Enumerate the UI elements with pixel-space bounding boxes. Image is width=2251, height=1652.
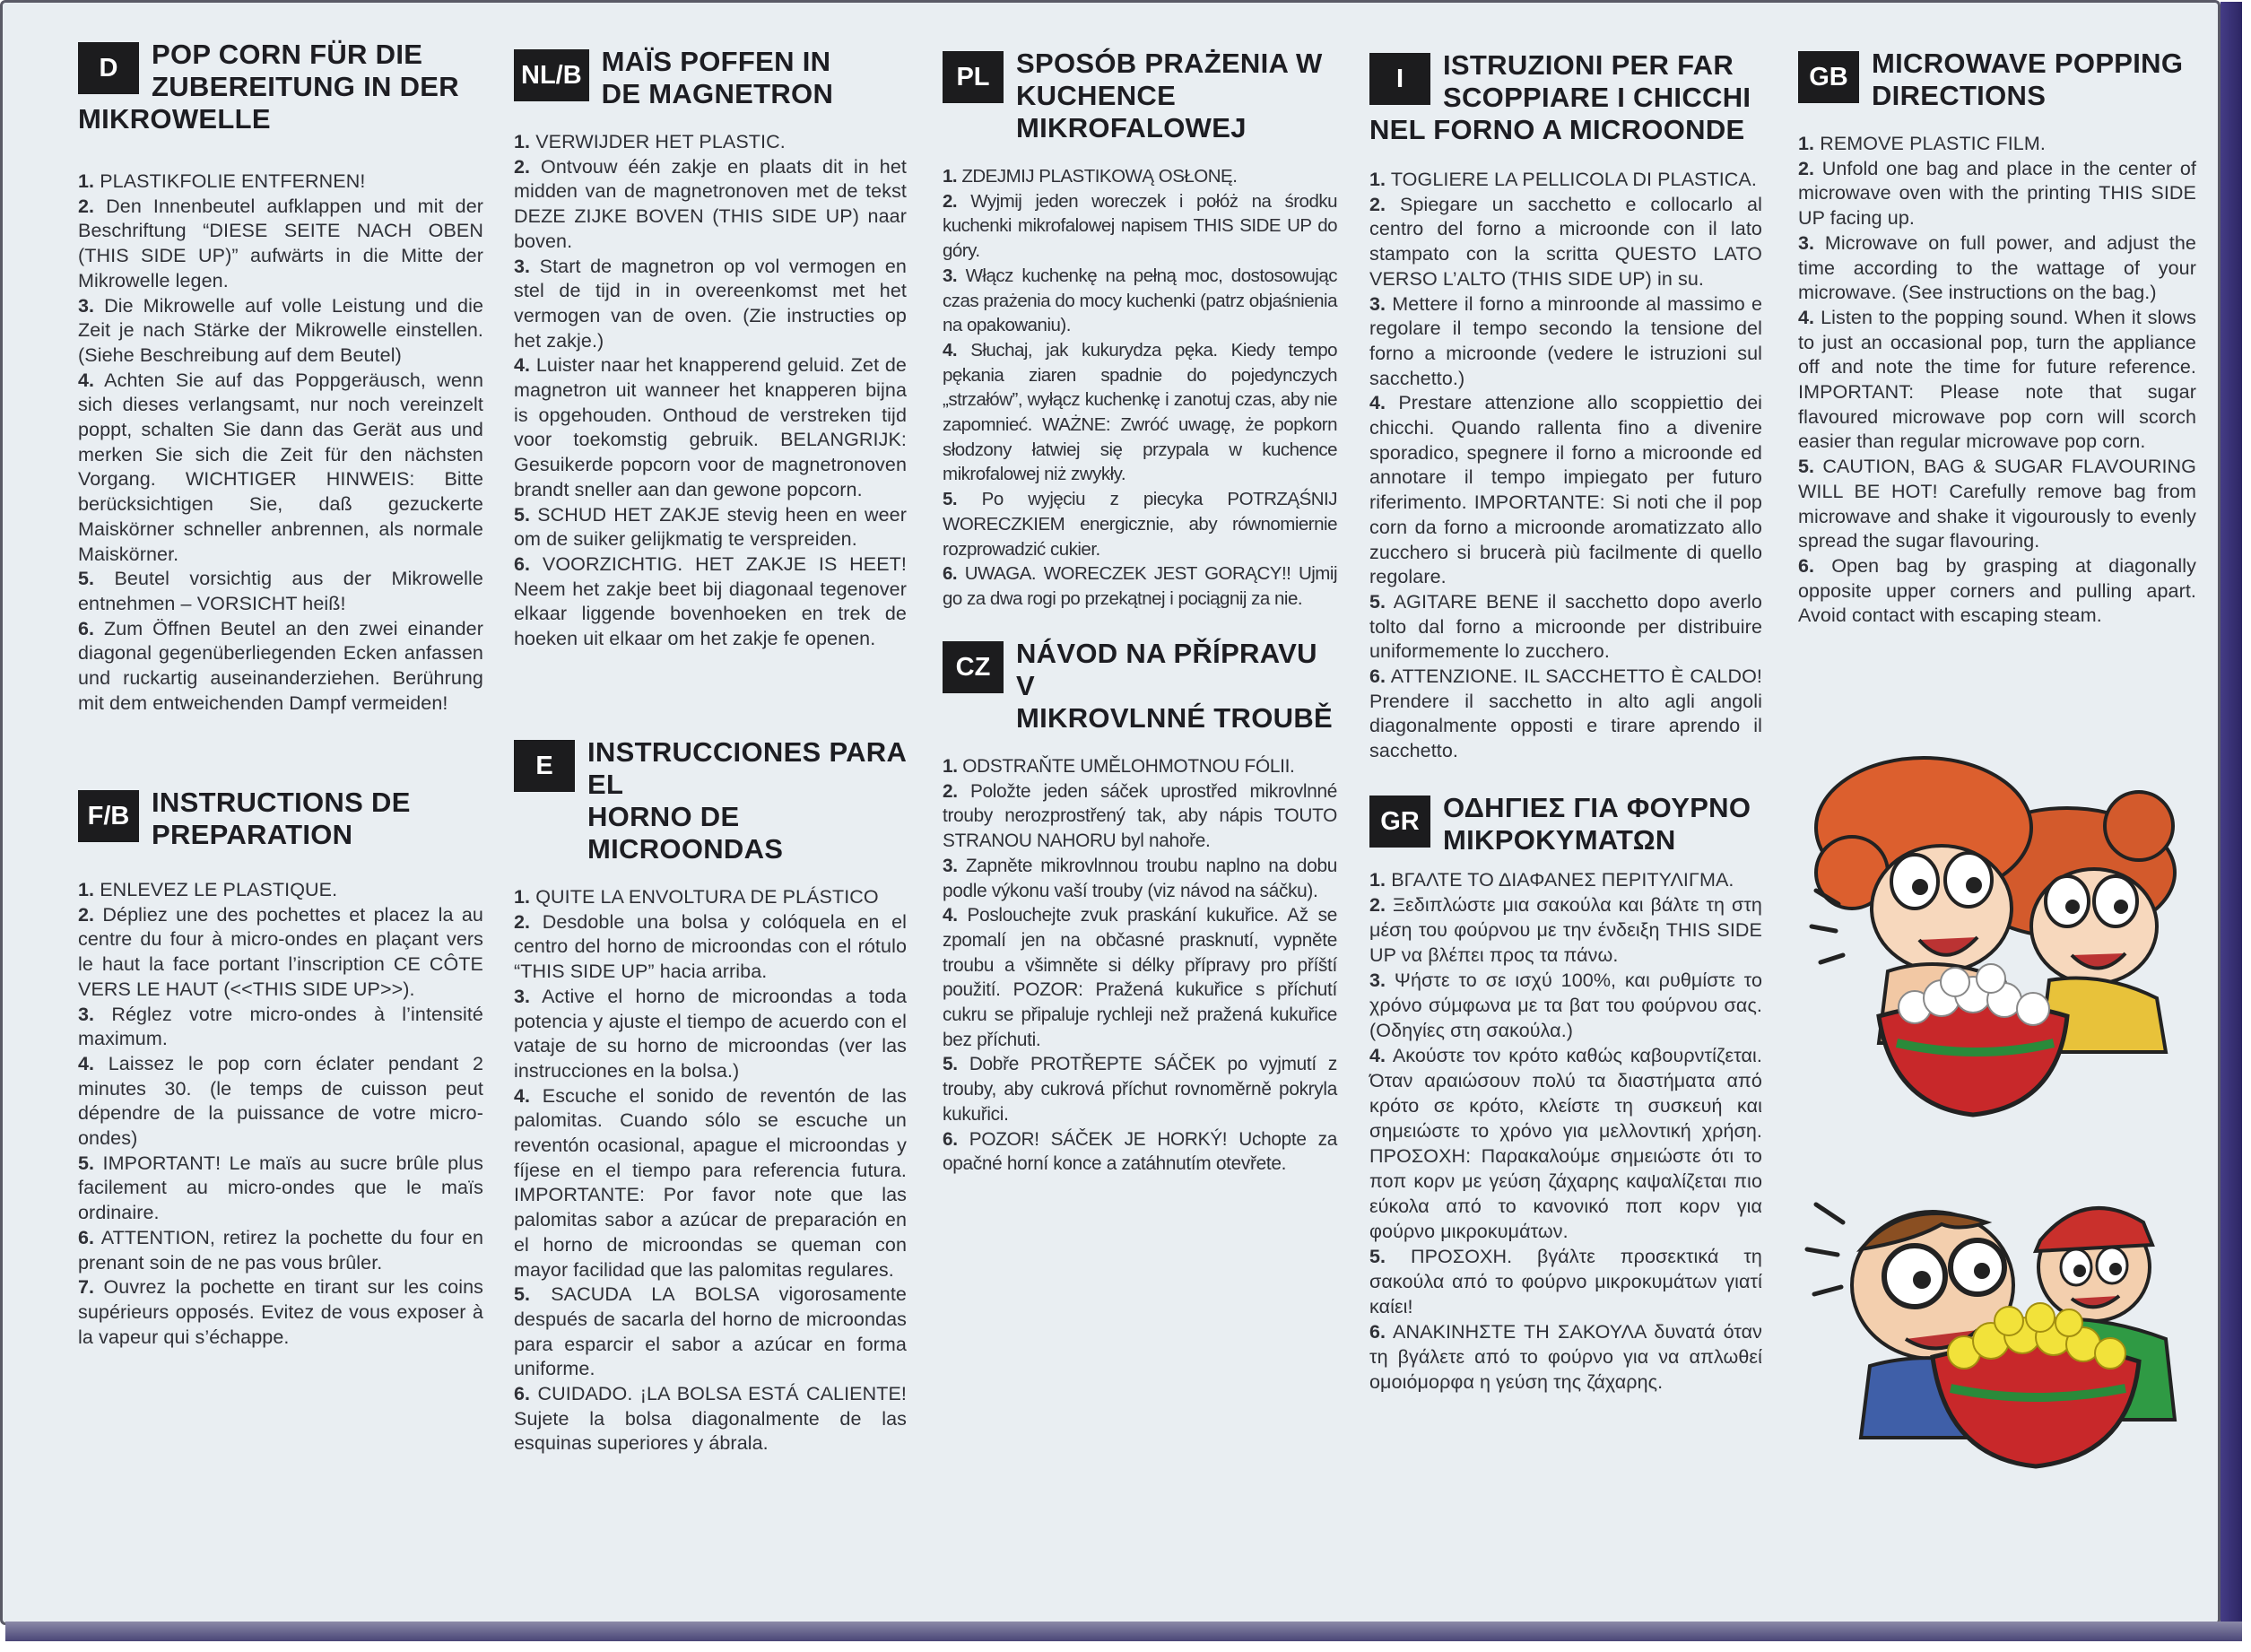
step-number: 1.	[78, 879, 95, 900]
step-number: 3.	[514, 985, 531, 1007]
step-text: Dobře PROTŘEPTE SÁČEK po vyjmutí z trouby, aby cukrová příchut rovnoměrně pokryla kukuřici.	[943, 1054, 1338, 1125]
step-number: 5.	[1369, 1246, 1386, 1267]
step-number: 3.	[1369, 292, 1386, 315]
instruction-step	[514, 255, 907, 354]
step-text: ENLEVEZ LE PLASTIQUE.	[100, 879, 338, 900]
step-number: 1.	[1798, 133, 1815, 154]
step-number: 4.	[514, 1084, 531, 1107]
instruction-step	[943, 779, 1337, 854]
instruction-step	[1369, 1244, 1762, 1319]
step-number: 1.	[943, 166, 958, 187]
step-text: Die Mikrowelle auf volle Leistung und die Zeit je nach Stärke der Mikrowelle einstellen. (Siehe Beschreibung auf dem Beutel)	[78, 294, 484, 366]
section-greek	[1369, 792, 1762, 1395]
step-text: Achten Sie auf das Poppgeräusch, wenn sich dieses verlangsamt, nur noch vereinzelt poppt, schalten Sie dann das Gerät aus und merken Sie sich die Zeit für den nächsten Vorgang. WICHTIGER HINWEIS: Bitte berücksichtigen Sie, daß gezuckerte Maiskörner schneller anbrennen, als normale Maiskörner.	[78, 369, 483, 565]
instructions-list	[514, 130, 907, 652]
instruction-step	[1798, 231, 2196, 306]
step-text: VERWIJDER HET PLASTIC.	[535, 131, 786, 152]
step-text: Réglez votre micro-ondes à l’intensité maximum.	[78, 1003, 483, 1050]
step-number: 2.	[1798, 157, 1815, 179]
step-number: 4.	[514, 354, 531, 377]
section-title: MAÏS POFFEN IN DE MAGNETRON	[601, 46, 834, 109]
step-text: IMPORTANT! Le maïs au sucre brûle plus facilement au micro-ondes que le maïs ordinaire.	[78, 1152, 483, 1224]
step-text: Položte jeden sáček uprostřed mikrovlnné trouby nerozprostřený tak, aby nápis TOUTO STRANOU NAHORU byl nahoře.	[943, 780, 1337, 852]
instruction-step	[78, 1226, 483, 1275]
step-number: 6.	[1798, 554, 1815, 577]
step-number: 2.	[78, 195, 95, 217]
instruction-step	[943, 164, 1337, 189]
step-number: 6.	[514, 1383, 531, 1405]
step-text: PLASTIKFOLIE ENTFERNEN!	[100, 170, 366, 192]
instruction-step	[943, 903, 1337, 1052]
instructions-list	[1369, 168, 1762, 764]
instruction-step	[943, 189, 1337, 264]
step-number: 1.	[78, 170, 95, 192]
box-side-edge	[2221, 2, 2242, 1639]
instruction-step	[1798, 455, 2196, 554]
instruction-step	[514, 353, 907, 502]
step-text: Ψήστε το σε ισχύ 100%, και ρυθμίστε το χρόνο σύμφωνα με τα βατ του φούρνου σας. (Οδηγίες στη σακούλα.)	[1369, 969, 1763, 1041]
instruction-step	[1369, 193, 1762, 292]
step-text: Zapněte mikrovlnnou troubu naplno na dobu podle výkonu vaší trouby (viz návod na sáčku).	[943, 855, 1337, 901]
step-text: Ακούστε τον κρότο καθώς καβουρντίζεται. Όταν αραιώσουν πολύ τα διαστήματα από κρότο σε κρότο, κλείστε τη συσκευή και σημειώστε το χρόνο για μελλοντική χρήση. ΠΡΟΣΟΧΗ: Παρακαλούμε σημειώστε ότι το ποπ κορν με γεύση ζάχαρης καψαλίζεται πιο εύκολα από το κανονικό ποπ κορν για φούρνο μικροκυμάτων.	[1369, 1045, 1762, 1242]
instructions-list	[78, 878, 483, 1350]
instruction-step	[514, 552, 907, 652]
language-badge: F/B	[78, 790, 139, 842]
step-text: UWAGA. WORECZEK JEST GORĄCY!! Ujmij go za dwa rogi po przekątnej i pociągnij za nie.	[943, 563, 1337, 609]
step-number: 1.	[1369, 169, 1386, 190]
instruction-step	[943, 1127, 1337, 1177]
step-number: 6.	[1369, 1321, 1386, 1343]
step-number: 2.	[943, 780, 958, 802]
instruction-step	[78, 878, 483, 903]
section-title: ISTRUZIONI PER FAR SCOPPIARE I CHICCHI	[1443, 49, 1751, 113]
section-czech	[943, 638, 1337, 1177]
step-number: 6.	[943, 563, 958, 585]
instruction-step	[78, 369, 483, 568]
step-text: REMOVE PLASTIC FILM.	[1820, 133, 2046, 154]
instructions-list	[78, 170, 483, 716]
step-number: 2.	[1369, 193, 1386, 215]
step-text: Listen to the popping sound. When it slows to just an occasional pop, turn the appliance off and note the time for future reference. IMPORTANT: Please note that sugar flavoured microwave pop corn will scorch easier than regular microwave pop corn.	[1798, 306, 2197, 453]
section-spanish	[514, 736, 907, 1456]
step-text: Start de magnetron op vol vermogen en stel de tijd in in overeenkomst met het vermogen van de oven. (Zie instructies op het zakje.)	[514, 255, 907, 352]
section-dutch	[514, 46, 907, 652]
box-bottom-edge	[5, 1622, 2242, 1641]
instruction-step	[514, 1282, 907, 1382]
instruction-step	[1369, 892, 1762, 968]
step-text: QUITE LA ENVOLTURA DE PLÁSTICO	[535, 886, 879, 908]
step-number: 5.	[514, 503, 531, 526]
instruction-step	[943, 754, 1337, 779]
step-text: Desdoble una bolsa y colóquela en el centro del horno de microondas con el rótulo “THIS SIDE UP” hacia arriba.	[514, 910, 908, 983]
step-number: 4.	[1369, 392, 1386, 414]
instruction-step	[1369, 867, 1762, 892]
instructions-list	[1798, 132, 2196, 629]
step-number: 6.	[514, 552, 531, 575]
step-text: ΠΡΟΣΟΧΗ. βγάλτε προσεκτικά τη σακούλα από το φούρνο μικροκυμάτων γιατί καίει!	[1369, 1246, 1762, 1317]
step-number: 4.	[1798, 306, 1815, 328]
step-number: 3.	[514, 255, 531, 277]
instruction-step	[514, 985, 907, 1084]
instruction-step	[943, 487, 1337, 561]
section-italian	[1369, 49, 1762, 764]
instruction-step	[1369, 590, 1762, 665]
instruction-step	[78, 170, 483, 195]
step-number: 5.	[943, 1054, 958, 1075]
step-number: 3.	[78, 1003, 95, 1025]
instruction-step	[78, 1152, 483, 1226]
step-text: ΒΓΑΛΤΕ ΤΟ ΔΙΑΦΑΝΕΣ ΠΕΡΙΤΥΛΙΓΜΑ.	[1391, 869, 1734, 891]
step-number: 4.	[1369, 1045, 1386, 1066]
step-text: SCHUD HET ZAKJE stevig heen en weer om de suiker gelijkmatig te verspreiden.	[514, 503, 908, 551]
instruction-step	[514, 910, 907, 985]
step-text: Luister naar het knapperend geluid. Zet de magnetron uit wanneer het knapperen bijna is opgehouden. Onthoud de verstreken tijd voor toekomstig gebruik. BELANGRIJK: Gesuikerde popcorn voor de magnetronoven brandt sneller aan dan gewone popcorn.	[514, 354, 907, 500]
section-title: INSTRUCTIONS DE PREPARATION	[152, 787, 411, 850]
section-title: SPOSÓB PRAŻENIA W KUCHENCE MIKROFALOWEJ	[1016, 48, 1323, 143]
step-text: VOORZICHTIG. HET ZAKJE IS HEET! Neem het zakje beet bij diagonaal tegenover elkaar liggende bovenhoeken en trek de hoeken uit elkaar om het zakje fe openen.	[514, 552, 907, 650]
instruction-step	[78, 195, 483, 294]
language-badge: I	[1369, 53, 1430, 105]
step-number: 2.	[514, 155, 531, 178]
boys-with-popcorn-illustration	[1798, 1169, 2220, 1491]
language-badge: NL/B	[514, 49, 589, 101]
step-number: 4.	[943, 905, 958, 926]
step-text: POZOR! SÁČEK JE HORKÝ! Uchopte za opačné horní konce a zatáhnutím otevřete.	[943, 1128, 1337, 1175]
section-french	[78, 787, 483, 1350]
language-badge: PL	[943, 51, 1004, 103]
step-number: 5.	[78, 568, 95, 590]
step-number: 2.	[78, 903, 95, 926]
step-text: Mettere il forno a minroonde al massimo e regolare il tempo secondo la tensione del forno a microonde (vedere le istruzioni sul sacchetto.)	[1369, 292, 1763, 389]
step-number: 5.	[1798, 456, 1815, 478]
step-number: 4.	[943, 339, 958, 361]
step-number: 6.	[943, 1128, 958, 1150]
section-title: MICROWAVE POPPING DIRECTIONS	[1872, 48, 2184, 111]
instruction-step	[78, 1003, 483, 1052]
instructions-list	[943, 754, 1337, 1177]
step-text: Microwave on full power, and adjust the time according to the wattage of your microwave. (See instructions on the bag.)	[1798, 231, 2196, 304]
step-text: ATTENZIONE. IL SACCHETTO È CALDO! Prendere il sacchetto in alto agli angoli diagonalmente opposti e tirare aprendo il sacchetto.	[1369, 665, 1762, 762]
instruction-step	[514, 1382, 907, 1456]
step-number: 3.	[1369, 969, 1386, 991]
instruction-step	[78, 617, 483, 717]
instruction-step	[78, 567, 483, 616]
instruction-step	[78, 903, 483, 1003]
instruction-step	[1369, 1319, 1762, 1395]
step-text: CUIDADO. ¡LA BOLSA ESTÁ CALIENTE! Sujete la bolsa diagonalmente de las esquinas superiores y ábrala.	[514, 1383, 907, 1455]
section-title-line: MIKROWELLE	[78, 103, 271, 135]
section-title: ΟΔΗΓΙΕΣ ΓΙΑ ΦΟΥΡΝΟ ΜΙΚΡΟΚΥΜΑΤΩΝ	[1443, 792, 1751, 856]
step-text: SACUDA LA BOLSA vigorosamente después de sacarla del horno de microondas para esparcir el sabor a azúcar en forma uniforme.	[514, 1283, 907, 1380]
section-title: INSTRUCCIONES PARA EL HORNO DE MICROONDAS	[587, 736, 907, 865]
step-number: 1.	[943, 756, 958, 777]
step-number: 4.	[78, 369, 95, 391]
language-badge: GB	[1798, 51, 1859, 103]
step-number: 3.	[1798, 231, 1815, 254]
step-text: Poslouchejte zvuk praskání kukuřice. Až se zpomalí jen na občasné prasknutí, vypněte troubu a všimněte si délky přípravy pro příští použití. POZOR: Pražená kukuřice s příchutí cukru se připaluje rychleji než pražená kukuřice bez příchuti.	[943, 905, 1337, 1050]
step-text: ΑΝΑΚΙΝΗΣΤΕ ΤΗ ΣΑΚΟΥΛΑ δυνατά όταν τη βγάλετε από το φούρνο για να απλωθεί ομοιόμορφα η γεύση της ζάχαρης.	[1369, 1321, 1762, 1393]
step-text: Ouvrez la pochette en tirant sur les coins supérieurs opposés. Evitez de vous exposer à la vapeur qui s’échappe.	[78, 1276, 483, 1348]
step-text: ODSTRAŇTE UMĚLOHMOTNOU FÓLII.	[962, 756, 1295, 777]
instruction-step	[943, 854, 1337, 903]
section-english	[1798, 48, 2196, 629]
step-number: 5.	[1369, 590, 1386, 613]
instruction-step	[78, 294, 483, 369]
instruction-step	[1369, 391, 1762, 590]
instruction-step	[514, 885, 907, 910]
step-text: CAUTION, BAG & SUGAR FLAVOURING WILL BE HOT! Carefully remove bag from microwave and shake it vigourously to evenly spread the sugar flavouring.	[1798, 456, 2197, 552]
instruction-step	[78, 1275, 483, 1350]
step-number: 6.	[78, 617, 95, 639]
instruction-step	[1369, 968, 1762, 1043]
step-text: Open bag by grasping at diagonally opposite upper corners and pulling apart. Avoid contact with escaping steam.	[1798, 554, 2196, 627]
step-number: 3.	[78, 294, 95, 317]
section-title: NÁVOD NA PŘÍPRAVU V MIKROVLNNÉ TROUBĚ	[1016, 638, 1333, 734]
girls-with-popcorn-illustration	[1798, 747, 2220, 1169]
step-number: 5.	[514, 1283, 531, 1306]
step-text: ZDEJMIJ PLASTIKOWĄ OSŁONĘ.	[961, 166, 1238, 187]
instruction-step	[1798, 554, 2196, 629]
instruction-step	[514, 503, 907, 552]
section-polish	[943, 48, 1337, 612]
step-text: Active el horno de microondas a toda potencia y ajuste el tiempo de acuerdo con el vataje de su horno de microondas (ver las instrucciones en la bolsa.)	[514, 985, 908, 1082]
instruction-step	[514, 130, 907, 155]
step-number: 7.	[78, 1276, 95, 1299]
step-text: Wyjmij jeden woreczek i połóż na środku kuchenki mikrofalowej napisem THIS SIDE UP do góry.	[943, 190, 1337, 262]
step-number: 3.	[943, 855, 958, 876]
instruction-step	[1369, 292, 1762, 392]
step-number: 2.	[943, 190, 958, 212]
instruction-step	[943, 561, 1337, 611]
step-number: 4.	[78, 1052, 95, 1074]
step-text: Włącz kuchenkę na pełną moc, dostosowując czas prażenia do mocy kuchenki (patrz objaśnienia na opakowaniu).	[943, 265, 1338, 336]
instruction-step	[514, 1084, 907, 1283]
step-text: TOGLIERE LA PELLICOLA DI PLASTICA.	[1390, 169, 1757, 190]
instructions-list	[1369, 867, 1762, 1395]
step-text: Po wyjęciu z piecyka POTRZĄŚNIJ WORECZKIEM energicznie, aby równomiernie rozprowadzić cukier.	[943, 489, 1337, 560]
step-text: Beutel vorsichtig aus der Mikrowelle entnehmen – VORSICHT heiß!	[78, 568, 483, 614]
step-number: 1.	[1369, 869, 1386, 891]
step-text: Prestare attenzione allo scoppiettio dei chicchi. Quando rallenta fino a divenire sporadico, spegnere il forno a microonde ed annotare il tempo impiegato per futuro riferimento. IMPORTANTE: Si noti che il pop corn da forno a microonde aromatizzato allo zucchero si brucerà più facilmente di quello regolare.	[1369, 392, 1762, 588]
instruction-step	[943, 1052, 1337, 1126]
instructions-list	[943, 164, 1337, 612]
step-number: 2.	[514, 910, 531, 933]
step-number: 5.	[943, 489, 958, 510]
step-text: Spiegare un sacchetto e collocarlo al centro del forno a microonde con il lato stampato con la scritta QUESTO LATO VERSO L’ALTO (THIS SIDE UP) in su.	[1369, 193, 1762, 290]
instruction-step	[78, 1052, 483, 1152]
step-number: 5.	[78, 1152, 95, 1174]
section-german	[78, 39, 483, 716]
instruction-step	[514, 155, 907, 255]
language-badge: E	[514, 740, 575, 792]
language-badge: CZ	[943, 641, 1004, 693]
instructions-list	[514, 885, 907, 1456]
instruction-step	[943, 264, 1337, 338]
instruction-step	[1798, 132, 2196, 157]
section-title: POP CORN FÜR DIE ZUBEREITUNG IN DER	[152, 39, 459, 102]
step-text: Laissez le pop corn éclater pendant 2 minutes 30. (le temps de cuisson peut dépendre de la puissance de votre micro-ondes)	[78, 1052, 483, 1150]
step-number: 6.	[78, 1226, 95, 1248]
language-badge: GR	[1369, 796, 1430, 848]
language-badge: D	[78, 42, 139, 94]
instruction-step	[1369, 665, 1762, 764]
step-text: Escuche el sonido de reventón de las palomitas. Cuando sólo se escuche un reventón ocasional, apague el microondas y fíjese en el tiempo para referencia futura. IMPORTANTE: Por favor note que las palomitas sabor a azúcar de preparación en el horno de microondas se queman con mayor facilidad que las palomitas regulares.	[514, 1084, 907, 1281]
step-text: Unfold one bag and place in the center of microwave oven with the printing THIS SIDE UP facing up.	[1798, 157, 2197, 230]
step-number: 6.	[1369, 665, 1386, 688]
instruction-step	[1798, 157, 2196, 231]
step-number: 1.	[514, 131, 531, 152]
instruction-step	[943, 338, 1337, 487]
section-title-line: NEL FORNO A MICROONDE	[1369, 114, 1745, 145]
instruction-step	[1369, 1043, 1762, 1244]
step-text: Ontvouw één zakje en plaats dit in het midden van de magnetronoven met de tekst DEZE ZIJKE BOVEN (THIS SIDE UP) naar boven.	[514, 155, 907, 252]
step-text: AGITARE BENE il sacchetto dopo averlo tolto dal forno a microonde per distribuire uniformemente lo zucchero.	[1369, 590, 1762, 663]
instruction-step	[1369, 168, 1762, 193]
step-text: Zum Öffnen Beutel an den zwei einander diagonal gegenüberliegenden Ecken anfassen und ruckartig auseinanderziehen. Berührung mit dem entweichenden Dampf vermeiden!	[78, 617, 484, 714]
step-number: 3.	[943, 265, 958, 286]
step-text: ATTENTION, retirez la pochette du four en prenant soin de ne pas vous brûler.	[78, 1226, 483, 1274]
step-text: Dépliez une des pochettes et placez la au centre du four à micro-ondes en plaçant vers le haut la face portant l’inscription CE CÔTE VERS LE HAUT (<<THIS SIDE UP>>).	[78, 903, 483, 1000]
step-text: Słuchaj, jak kukurydza pęka. Kiedy tempo pękania ziaren spadnie do pojedynczych „strzałów”, wyłącz kuchenkę i zanotuj czas, aby nie zapomnieć. WAŻNE: Zwróć uwagę, że popkorn słodzony łatwiej się przypala w kuchence mikrofalowej niż zwykły.	[943, 339, 1337, 485]
step-number: 1.	[514, 886, 531, 908]
step-number: 2.	[1369, 894, 1386, 916]
step-text: Ξεδιπλώστε μια σακούλα και βάλτε τη στη μέση του φούρνου με την ένδειξη THIS SIDE UP να βλέπει προς τα πάνω.	[1369, 894, 1762, 966]
step-text: Den Innenbeutel aufklappen und mit der Beschriftung “DIESE SEITE NACH OBEN (THIS SIDE UP)” aufwärts in die Mitte der Mikrowelle legen.	[78, 195, 484, 291]
instruction-step	[1798, 306, 2196, 455]
